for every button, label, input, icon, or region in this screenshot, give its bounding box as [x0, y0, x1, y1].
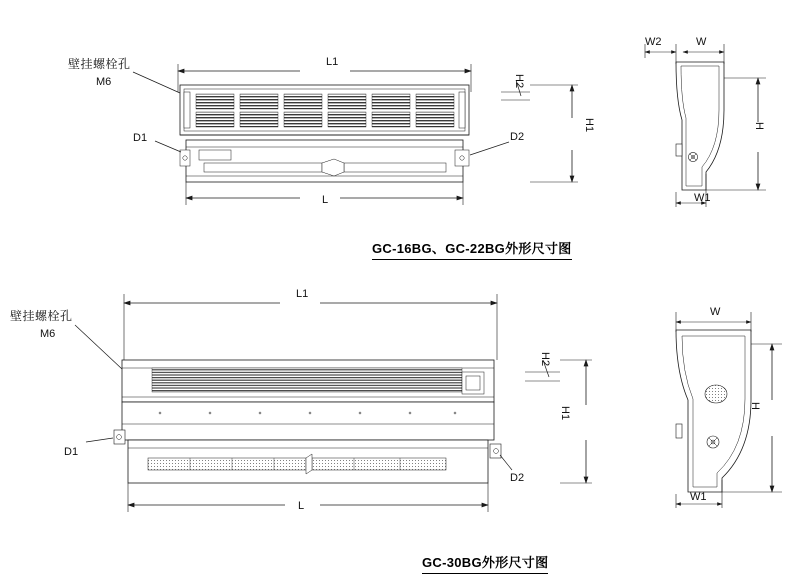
- fig2-dim-h: H: [749, 402, 761, 410]
- fig1-callout-d2: D2: [510, 131, 525, 143]
- fig1-dim-h: H: [753, 122, 765, 130]
- fig2-caption: GC-30BG外形尺寸图: [422, 552, 548, 574]
- fig1-dim-h1: H1: [583, 118, 595, 133]
- fig2-dim-w1: W1: [690, 491, 707, 503]
- fig1-dim-w: W: [696, 36, 707, 48]
- fig2-callout-d2: D2: [510, 472, 525, 484]
- fig2-dim-h1: H1: [559, 406, 571, 421]
- fig1-dim-l1: L1: [326, 56, 339, 68]
- fig1-wall-bolt-hole-sublabel: M6: [96, 76, 112, 88]
- fig2-dim-l: L: [298, 500, 305, 512]
- fig1-dim-l: L: [322, 194, 329, 206]
- fig1-dim-h2: H2: [513, 74, 525, 89]
- fig1-callout-d1: D1: [133, 132, 148, 144]
- fig2-wall-bolt-hole-label: 壁挂螺栓孔: [10, 309, 73, 323]
- fig2-dim-l1: L1: [296, 288, 309, 300]
- fig2-dim-w: W: [710, 306, 721, 318]
- fig2-callout-d1: D1: [64, 446, 79, 458]
- fig2-dim-h2: H2: [539, 352, 551, 367]
- fig1-caption: GC-16BG、GC-22BG外形尺寸图: [372, 238, 572, 260]
- fig1-dim-w2: W2: [645, 36, 662, 48]
- fig1-dim-w1: W1: [694, 192, 711, 204]
- fig1-wall-bolt-hole-label: 壁挂螺栓孔: [68, 57, 131, 71]
- fig2-wall-bolt-hole-sublabel: M6: [40, 328, 56, 340]
